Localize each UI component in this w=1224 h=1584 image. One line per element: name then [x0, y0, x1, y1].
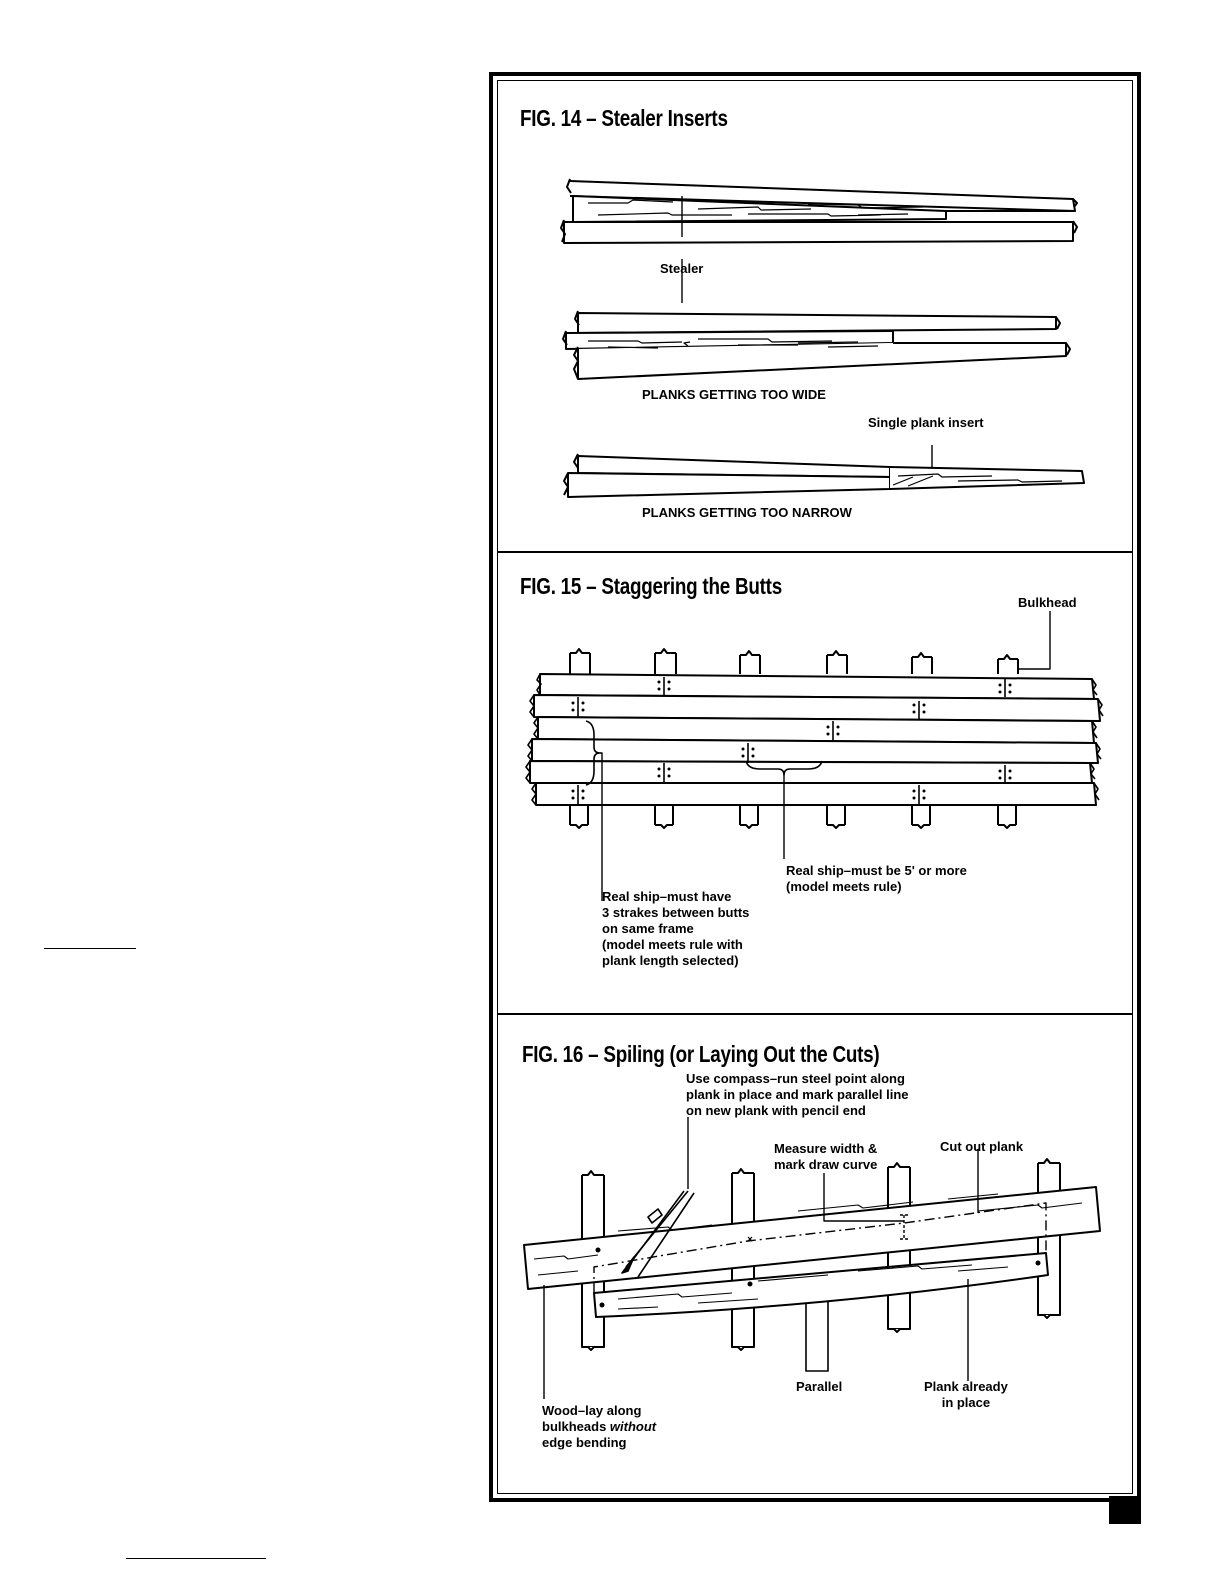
fig14-title: FIG. 14 – Stealer Inserts [520, 105, 728, 131]
fig15-rule-3-strakes-label: Real ship–must have 3 strakes between butts on same frame (model meets rule with plank length selected) [602, 889, 750, 968]
fig16-measure-label: Measure width & mark draw curve [774, 1141, 878, 1172]
section-divider [498, 1013, 1132, 1015]
fig16-compass-label: Use compass–run steel point along plank in place and mark parallel line on new plank with pencil end [686, 1071, 909, 1118]
fig14-too-wide-diagram [563, 311, 1070, 379]
fig16-cut-out-label: Cut out plank [940, 1139, 1024, 1154]
fig14-too-narrow-diagram [564, 445, 1084, 497]
section-divider [498, 551, 1132, 553]
fig16-parallel-label: Parallel [796, 1379, 843, 1394]
fig16-woodlay-label: Wood–lay along bulkheads without edge bending [542, 1403, 657, 1450]
figure-drawings [498, 81, 1140, 1501]
page-corner-marker [1109, 1496, 1141, 1524]
figure-panel-inner [497, 80, 1133, 1494]
bottom-rule [126, 1558, 266, 1559]
fig16-already-label: Plank already in place [924, 1379, 1008, 1410]
fig14-single-insert-label: Single plank insert [868, 415, 984, 430]
fig15-rule-5ft-label: Real ship–must be 5' or more (model meets rule) [786, 863, 967, 894]
fig14-stealer-label: Stealer [660, 261, 704, 276]
fig15-title: FIG. 15 – Staggering the Butts [520, 573, 782, 599]
fig16-title: FIG. 16 – Spiling (or Laying Out the Cuts) [522, 1041, 880, 1067]
fig14-stealer-diagram [561, 179, 1077, 303]
fig14-too-wide-label: PLANKS GETTING TOO WIDE [642, 387, 826, 402]
fig14-too-narrow-label: PLANKS GETTING TOO NARROW [642, 505, 852, 520]
fig15-planking-diagram [526, 611, 1103, 901]
footnote-rule [44, 948, 136, 949]
figure-panel [489, 72, 1141, 1502]
fig15-bulkhead-label: Bulkhead [1018, 595, 1077, 610]
